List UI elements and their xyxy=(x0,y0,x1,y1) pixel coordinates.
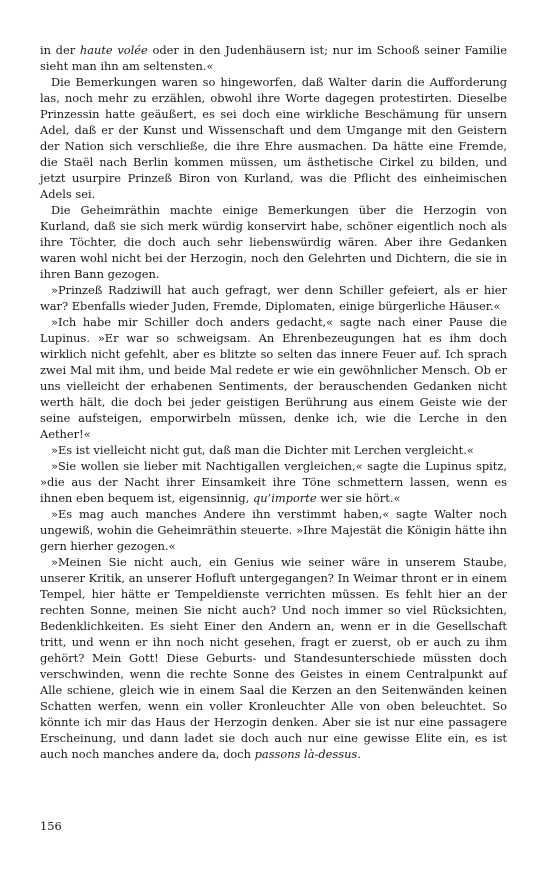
text-segment: wer sie hört.« xyxy=(316,491,401,505)
paragraph-2 xyxy=(40,74,507,202)
text-segment: »Meinen Sie nicht auch, ein Genius wie seiner wäre in unserem Staube, unserer Kritik, an unserer Hofluft untergegangen? In Weimar thront er in einem Tempel, hier hätte er Tempeldienste verrichten müssen. Es fehlt hier an der rechten Sonne, meinen Sie nicht auch? Und noch immer so viel Rücksichten, Bedenklichkeiten. Es sieht Einer den Andern an, wenn er in die Gesellschaft tritt, und wenn er ihn noch nicht gesehen, fragt er zuerst, ob er auch zu ihm gehört? Mein Gott! Diese Geburts- und Standesunterschiede müssten doch verschwinden, wenn die rechte Sonne des Geistes in einem Centralpunkt auf Alle schiene, gleich wie in einem Saal die Kerzen an den Seitenwänden keinen Schatten werfen, wenn ein voller Kronleuchter Alle von oben beleuchtet. So könnte ich mir das Haus der Herzogin denken. Aber sie ist nur eine passagere Erscheinung, und dann ladet sie doch auch nur eine gewisse Elite ein, es ist auch noch manches andere da, doch xyxy=(40,555,507,761)
text-segment: in der xyxy=(40,43,80,57)
paragraph-8 xyxy=(40,506,507,554)
paragraph-6 xyxy=(40,442,507,458)
text-segment: »Prinzeß Radziwill hat auch gefragt, wer denn Schiller gefeiert, als er hier war? Ebenfalls wieder Juden, Fremde, Diplomaten, einige bürgerliche Häuser.« xyxy=(40,283,507,313)
paragraph-9 xyxy=(40,554,507,762)
italic-segment: haute volée xyxy=(79,43,148,57)
text-segment: . xyxy=(357,747,361,761)
paragraph-1 xyxy=(40,42,507,74)
paragraph-4 xyxy=(40,282,507,314)
text-segment: »Ich habe mir Schiller doch anders gedacht,« sagte nach einer Pause die Lupinus. »Er war so schweigsam. An Ehrenbezeugungen hat es ihm doch wirklich nicht gefehlt, aber es blitzte so selten das innere Feuer auf. Ich sprach zwei Mal mit ihm, und beide Mal redete er wie ein gewöhnlicher Mensch. Ob er uns vielleicht der erhabenen Sentiments, der berauschenden Gedanken nicht werth hält, die doch bei jeder geistigen Berührung aus einem Geiste wie der seine aufsteigen, emporwirbeln müssen, denke ich, wie die Lerche in den Aether!« xyxy=(40,315,507,441)
text-segment: »Es mag auch manches Andere ihn verstimmt haben,« sagte Walter noch ungewiß, wohin die Geheimräthin steuerte. »Ihre Majestät die Königin hätte ihn gern hierher gezogen.« xyxy=(40,507,507,553)
italic-segment: passons là-dessus xyxy=(254,747,358,761)
text-segment: Die Bemerkungen waren so hingeworfen, daß Walter darin die Aufforderung las, noch mehr zu erzählen, obwohl ihre Worte dagegen protestirten. Dieselbe Prinzessin hatte geäußert, es sei doch eine wirkliche Beschämung für unsern Adel, daß er der Kunst und Wissenschaft und dem Umgange mit den Geistern der Nation sich verschließe, die ihre Ehre ausmachen. Da hätte eine Fremde, die Staël nach Berlin kommen müssen, um ästhetische Cirkel zu bilden, und jetzt usurpire Prinzeß Biron von Kurland, was die Pflicht des einheimischen Adels sei. xyxy=(40,75,507,201)
paragraph-7 xyxy=(40,458,507,506)
italic-segment: qu’importe xyxy=(252,491,317,505)
page-number: 156 xyxy=(40,819,62,833)
text-segment: oder in den Judenhäusern ist; nur im Schooß seiner Familie sieht man ihn am seltensten.« xyxy=(40,43,507,73)
paragraph-3 xyxy=(40,202,507,282)
text-segment: »Es ist vielleicht nicht gut, daß man die Dichter mit Lerchen vergleicht.« xyxy=(51,443,474,457)
text-segment: Die Geheimräthin machte einige Bemerkungen über die Herzogin von Kurland, daß sie sich merk würdig konservirt habe, schöner eigentlich noch als ihre Töchter, die doch auch sehr liebenswürdig wären. Aber ihre Gedanken waren wohl nicht bei der Herzogin, noch den Gelehrten und Dichtern, die sie in ihren Bann gezogen. xyxy=(40,203,507,281)
book-page-text xyxy=(40,42,507,762)
paragraph-5 xyxy=(40,314,507,442)
text-segment: »Sie wollen sie lieber mit Nachtigallen vergleichen,« sagte die Lupinus spitz, »die aus der Nacht ihrer Einsamkeit ihre Töne schmettern lassen, wenn es ihnen eben bequem ist, eigensinnig, xyxy=(40,459,507,505)
